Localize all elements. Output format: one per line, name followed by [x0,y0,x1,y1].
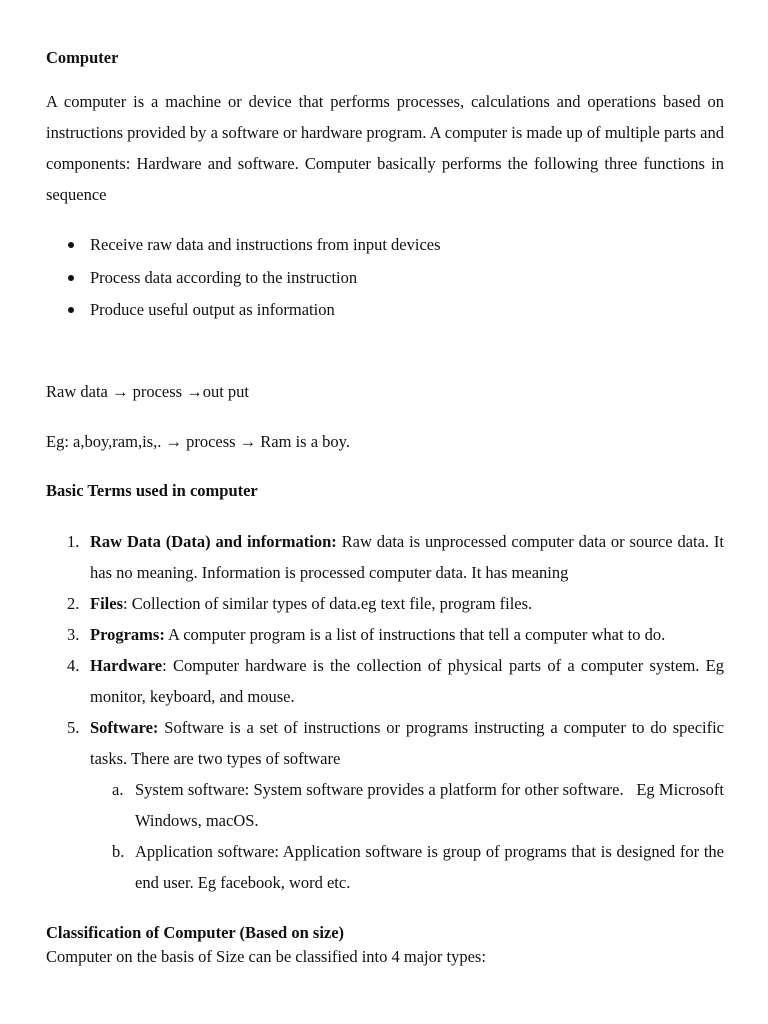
term-number: 4. [67,656,80,675]
example-line: Eg: a,boy,ram,is,. → process → Ram is a boy. [46,432,350,451]
term-number: 1. [67,532,80,551]
term-name: Files [90,594,123,613]
term-item-files [46,588,724,619]
basic-terms-list [46,526,724,898]
bullet-item-process [46,265,724,298]
bullet-icon [68,307,74,313]
term-description: : Collection of similar types of data.eg text file, program files. [123,594,533,613]
term-item-raw-data [46,526,724,588]
basic-terms-heading: Basic Terms used in computer [46,481,258,500]
bullet-icon [68,242,74,248]
term-number: 3. [67,625,80,644]
term-name: Hardware [90,656,163,675]
term-number: 2. [67,594,80,613]
sub-item-letter: a. [112,780,124,799]
term-item-programs [46,619,724,650]
computer-definition-paragraph: A computer is a machine or device that performs processes, calculations and operations based on instructions provided by a software or hardware program. A computer is made up of multiple parts and components: Hardware and software. Computer basically performs the following three functions in sequence [46,92,724,204]
term-description: A computer program is a list of instructions that tell a computer what to do. [164,625,666,644]
software-type-application [90,836,724,898]
bullet-item-receive [46,232,724,265]
term-name: Software: [90,718,159,737]
sub-item-text: Application software: Application software is group of programs that is designed for the end user. Eg facebook, word etc. [135,842,724,892]
sub-item-letter: b. [112,842,125,861]
bullet-item-text: Produce useful output as information [90,300,335,319]
term-description: Software is a set of instructions or programs instructing a computer to do specific tasks. There are two types of software [90,718,724,768]
term-name: Raw Data (Data) and information: [90,532,337,551]
computer-heading: Computer [46,48,119,67]
classification-intro: Computer on the basis of Size can be classified into 4 major types: [46,947,486,966]
software-types-list [90,774,724,898]
bullet-item-text: Receive raw data and instructions from input devices [90,235,441,254]
term-item-software [46,712,724,898]
term-description: Raw data is unprocessed computer data or source data. It has no meaning. Information is processed computer data. It has meaning [90,532,724,582]
term-item-hardware [46,650,724,712]
bullet-item-produce [46,297,724,330]
classification-heading: Classification of Computer (Based on size) [46,923,345,942]
term-description: : Computer hardware is the collection of physical parts of a computer system. Eg monitor, keyboard, and mouse. [90,656,724,706]
software-type-system [90,774,724,836]
functions-bullet-list [46,232,724,330]
term-name: Programs: [90,625,165,644]
term-number: 5. [67,718,80,737]
bullet-item-text: Process data according to the instruction [90,267,358,287]
sub-item-text: System software: System software provides a platform for other software. Eg Microsoft Windows, macOS. [135,780,724,830]
flow-line: Raw data → process →out put [46,382,250,401]
bullet-icon [68,275,74,281]
